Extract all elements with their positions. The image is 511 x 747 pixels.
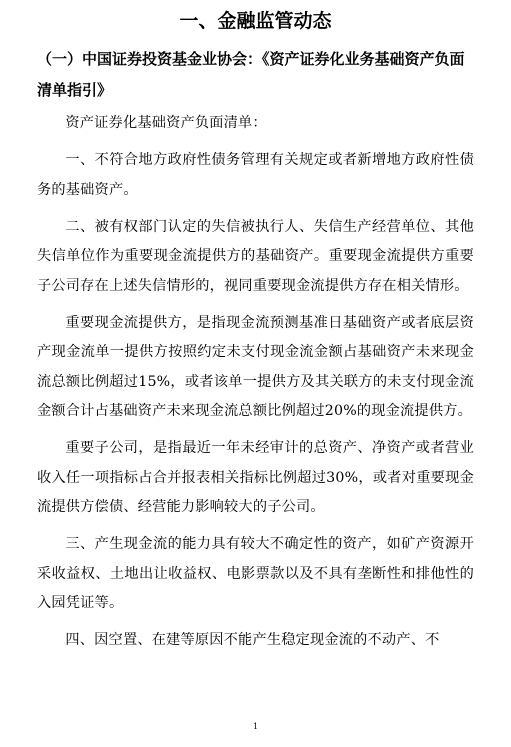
paragraph-item-1: 一、不符合地方政府性债务管理有关规定或者新增地方政府性债务的基础资产。 bbox=[37, 152, 474, 198]
paragraph-definition-cashflow-provider: 重要现金流提供方，是指现金流预测基准日基础资产或者底层资产现金流单一提供方按照约定未支付现金流金额占基础资产未来现金流总额比例超过15%，或者该单一提供方及其关联方的未支付现金流金额合计占基础资产未来现金流总额比例超过20%的现金流提供方。 bbox=[37, 314, 474, 419]
document-body bbox=[37, 109, 474, 663]
paragraph-item-3: 三、产生现金流的能力具有较大不确定性的资产，如矿产资源开采收益权、土地出让收益权、电影票款以及不具有垄断性和排他性的入园凭证等。 bbox=[37, 536, 474, 611]
subsection-heading: （一）中国证券投资基金业协会：《资产证券化业务基础资产负面清单指引》 bbox=[37, 50, 465, 99]
section-heading: 一、金融监管动态 bbox=[179, 10, 332, 32]
paragraph-definition-subsidiary: 重要子公司，是指最近一年未经审计的总资产、净资产或者营业收入任一项指标占合并报表相关指标比例超过30%，或者对重要现金流提供方偿债、经营能力影响较大的子公司。 bbox=[37, 440, 474, 515]
paragraph-item-4: 四、因空置、在建等原因不能产生稳定现金流的不动产、不 bbox=[65, 632, 440, 648]
paragraph-item-2: 二、被有权部门认定的失信被执行人、失信生产经营单位、其他失信单位作为重要现金流提供方的基础资产。重要现金流提供方重要子公司存在上述失信情形的，视同重要现金流提供方存在相关情形。 bbox=[37, 218, 474, 294]
page-number: 1 bbox=[252, 722, 259, 731]
paragraph-intro: 资产证券化基础资产负面清单： bbox=[65, 115, 267, 131]
